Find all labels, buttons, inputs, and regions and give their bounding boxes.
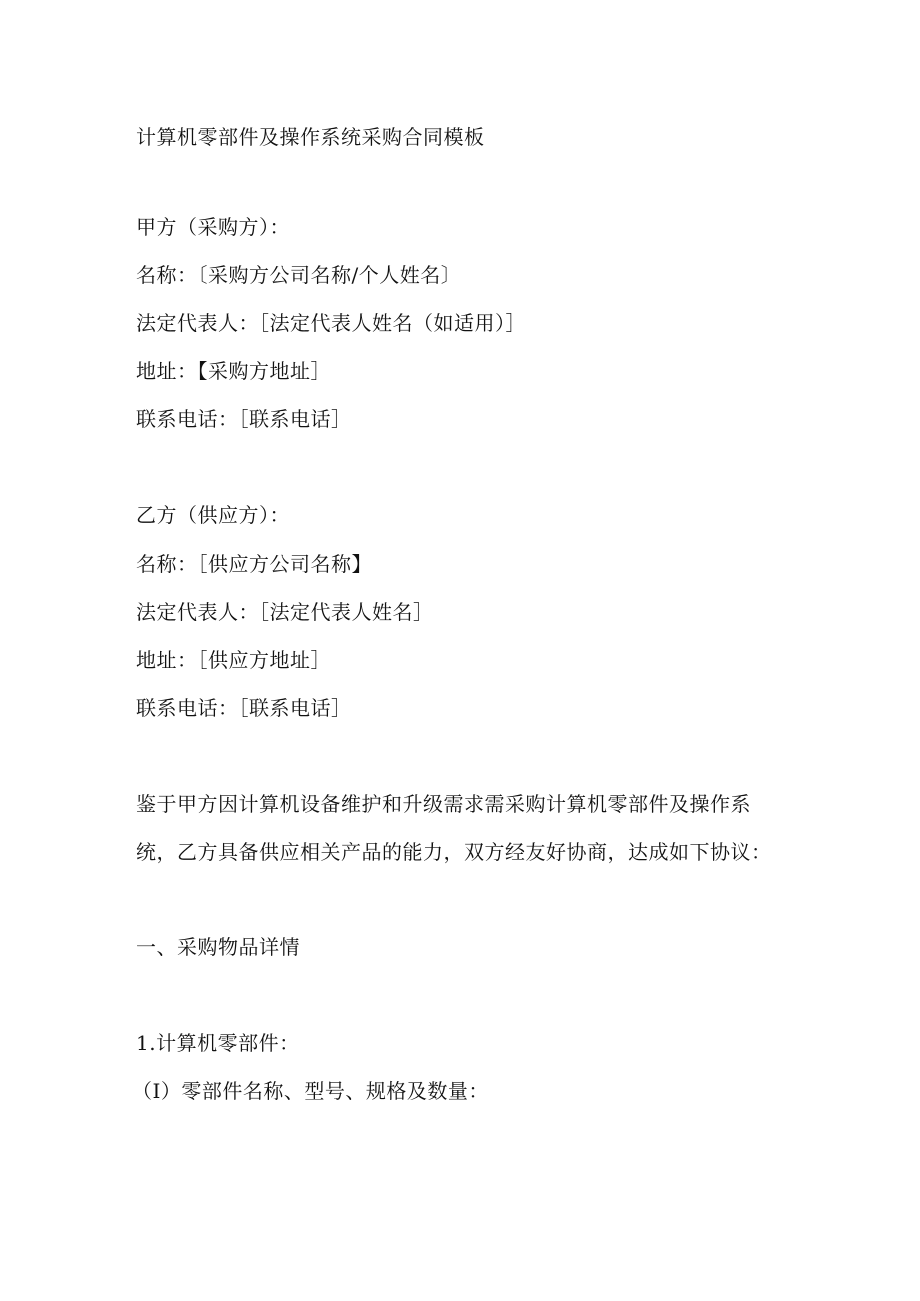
party-a-name: 名称：〔采购方公司名称/个人姓名〕	[136, 263, 462, 287]
party-b-phone: 联系电话：［联系电话］	[136, 696, 352, 720]
party-a-heading: 甲方（采购方）：	[136, 215, 290, 239]
party-a-address: 地址：【采购方地址］	[136, 359, 331, 383]
preamble-line-1: 鉴于甲方因计算机设备维护和升级需求需采购计算机零部件及操作系	[136, 792, 751, 816]
party-a-representative: 法定代表人：［法定代表人姓名（如适用）］	[136, 311, 526, 335]
section-1-subitem-1: （I）零部件名称、型号、规格及数量：	[132, 1079, 489, 1103]
party-a-phone: 联系电话：［联系电话］	[136, 407, 352, 431]
party-b-heading: 乙方（供应方）：	[136, 503, 290, 527]
document-title: 计算机零部件及操作系统采购合同模板	[136, 125, 485, 149]
preamble-line-2: 统，乙方具备供应相关产品的能力，双方经友好协商，达成如下协议：	[136, 840, 772, 864]
section-1-item-1: 1.计算机零部件：	[136, 1031, 300, 1055]
party-b-representative: 法定代表人：［法定代表人姓名］	[136, 600, 434, 624]
party-b-address: 地址：［供应方地址］	[136, 648, 331, 672]
section-1-heading: 一、采购物品详情	[136, 935, 300, 959]
party-b-name: 名称：［供应方公司名称】	[136, 552, 372, 576]
